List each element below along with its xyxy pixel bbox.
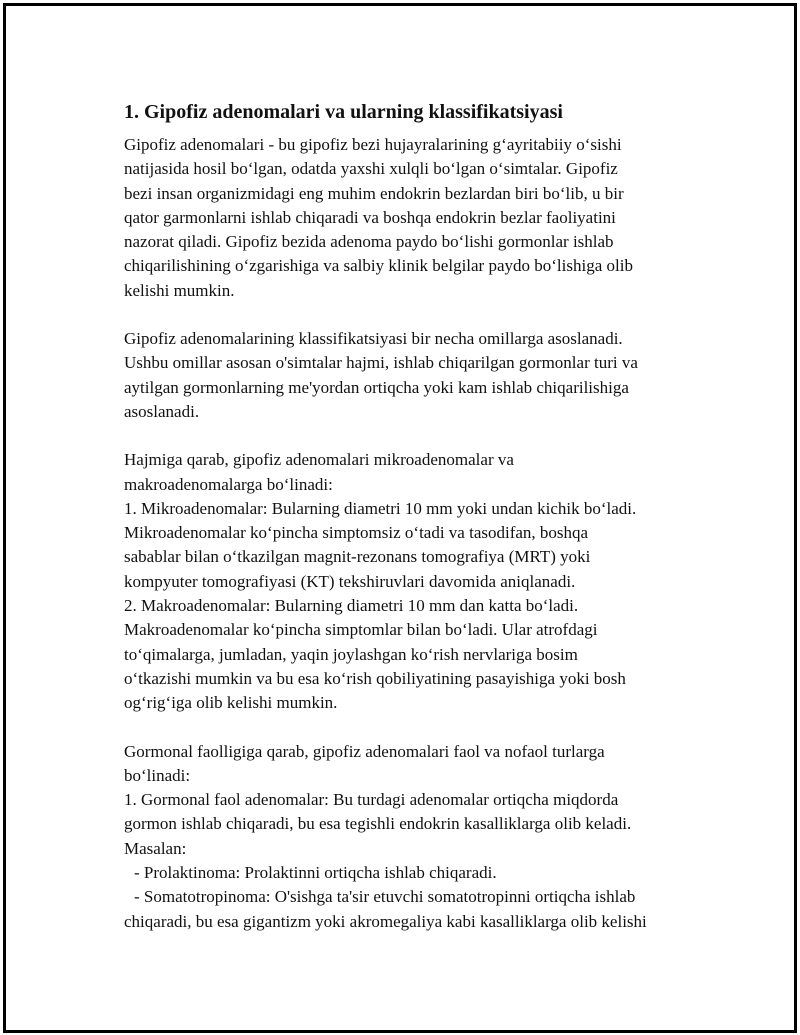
text-line: aytilgan gormonlarning me'yordan ortiqcha yoki kam ishlab chiqarilishiga <box>124 377 629 397</box>
sub-list-item-prolactinoma: - Prolaktinoma: Prolaktinni ortiqcha ishlab chiqaradi. <box>134 863 497 883</box>
text-line: bo‘linadi: <box>124 765 191 785</box>
text-line: kelishi mumkin. <box>124 280 235 300</box>
text-line: chiqaradi, bu esa gigantizm yoki akromegaliya kabi kasalliklarga olib kelishi <box>124 911 647 931</box>
text-line: Masalan: <box>124 838 187 858</box>
document-body <box>124 99 704 958</box>
text-line: natijasida hosil bo‘lgan, odatda yaxshi xulqli bo‘lgan o‘simtalar. Gipofiz <box>124 159 618 179</box>
text-line: Gipofiz adenomalarining klassifikatsiyasi bir necha omillarga asoslanadi. <box>124 329 623 349</box>
text-line: chiqarilishining o‘zgarishiga va salbiy klinik belgilar paydo bo‘lishiga olib <box>124 256 633 276</box>
text-line: qator garmonlarni ishlab chiqaradi va boshqa endokrin bezlar faoliyatini <box>124 207 616 227</box>
text-line: bezi insan organizmidagi eng muhim endokrin bezlardan biri bo‘lib, u bir <box>124 183 624 203</box>
text-line: Makroadenomalar ko‘pincha simptomlar bilan bo‘ladi. Ular atrofdagi <box>124 620 598 640</box>
text-line: to‘qimalarga, jumladan, yaqin joylashgan ko‘rish nervlariga bosim <box>124 644 578 664</box>
text-line: sabablar bilan o‘tkazilgan magnit-rezonans tomografiya (MRT) yoki <box>124 547 591 567</box>
paragraph-classification <box>124 327 704 424</box>
text-line: kompyuter tomografiyasi (KT) tekshiruvlari davomida aniqlanadi. <box>124 571 576 591</box>
list-item-microadenoma: 1. Mikroadenomalar: Bularning diametri 10 mm yoki undan kichik bo‘ladi. <box>124 498 637 518</box>
paragraph-size-classification <box>124 448 704 715</box>
text-line: Mikroadenomalar ko‘pincha simptomsiz o‘tadi va tasodifan, boshqa <box>124 523 589 543</box>
text-line: Hajmiga qarab, gipofiz adenomalari mikroadenomalar va <box>124 450 514 470</box>
text-line: gormon ishlab chiqaradi, bu esa tegishli endokrin kasalliklarga olib keladi. <box>124 814 632 834</box>
sub-list-item-somatotropinoma: - Somatotropinoma: O'sishga ta'sir etuvchi somatotropinni ortiqcha ishlab <box>134 887 636 907</box>
list-item-hormonal-active: 1. Gormonal faol adenomalar: Bu turdagi adenomalar ortiqcha miqdorda <box>124 790 619 810</box>
paragraph-hormonal-classification <box>124 740 704 934</box>
text-line: Gipofiz adenomalari - bu gipofiz bezi hujayralarining g‘ayritabiiy o‘sishi <box>124 135 622 154</box>
document-page <box>3 3 797 1033</box>
text-line: og‘rig‘iga olib kelishi mumkin. <box>124 693 338 713</box>
text-line: Ushbu omillar asosan o'simtalar hajmi, ishlab chiqarilgan gormonlar turi va <box>124 353 638 373</box>
list-item-macroadenoma: 2. Makroadenomalar: Bularning diametri 10 mm dan katta bo‘ladi. <box>124 596 579 616</box>
text-line: nazorat qiladi. Gipofiz bezida adenoma paydo bo‘lishi gormonlar ishlab <box>124 232 614 252</box>
text-line: o‘tkazishi mumkin va bu esa ko‘rish qobiliyatining pasayishiga yoki bosh <box>124 668 626 688</box>
section-title: 1. Gipofiz adenomalari va ularning klassifikatsiyasi <box>124 101 563 123</box>
paragraph-intro <box>124 133 704 303</box>
text-line: makroadenomalarga bo‘linadi: <box>124 474 333 494</box>
text-line: Gormonal faolligiga qarab, gipofiz adenomalari faol va nofaol turlarga <box>124 741 605 761</box>
text-line: asoslanadi. <box>124 401 200 421</box>
